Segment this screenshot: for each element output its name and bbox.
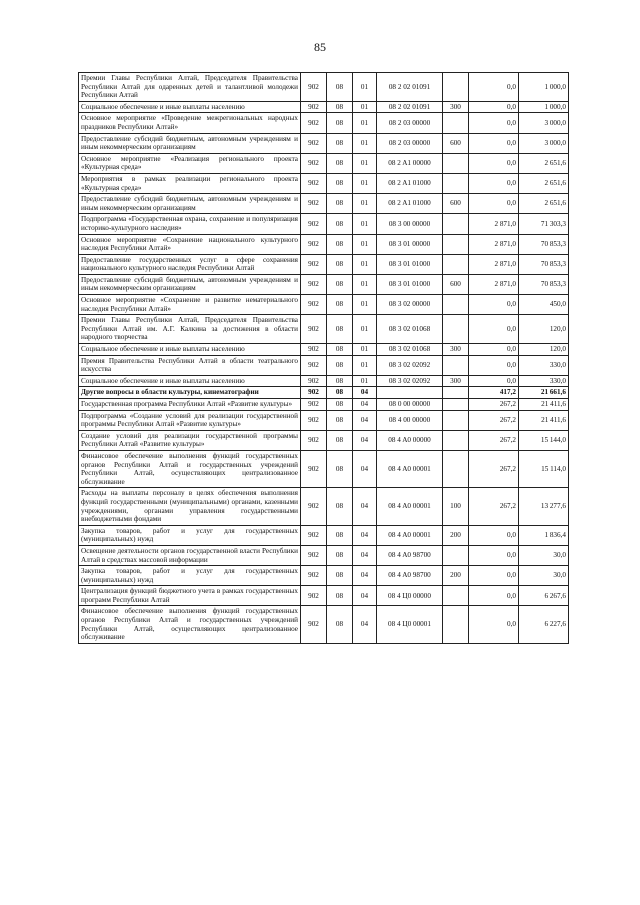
row-admin-code-cell: 902: [301, 410, 327, 430]
row-target-article-cell: 08 4 A0 00001: [377, 525, 443, 545]
table-row: [79, 488, 569, 525]
row-amount-2-cell: 15 144,0: [519, 430, 569, 450]
row-name-cell: Другие вопросы в области культуры, кинематографии: [79, 387, 301, 399]
row-expense-type-cell: [443, 387, 469, 399]
row-admin-code-cell: 902: [301, 450, 327, 487]
row-target-article-cell: 08 3 02 01068: [377, 344, 443, 356]
row-section-cell: 08: [327, 214, 353, 234]
row-amount-1-cell: 0,0: [469, 355, 519, 375]
row-amount-1-cell: 0,0: [469, 295, 519, 315]
table-row: [79, 254, 569, 274]
row-amount-2-cell: 21 411,6: [519, 399, 569, 411]
row-name-cell: Предоставление государственных услуг в сфере сохранения национального культурного наследия Республики Алтай: [79, 254, 301, 274]
row-admin-code-cell: 902: [301, 133, 327, 153]
row-amount-2-cell: 30,0: [519, 545, 569, 565]
table-row: [79, 450, 569, 487]
row-amount-2-cell: 30,0: [519, 566, 569, 586]
row-amount-2-cell: 15 114,0: [519, 450, 569, 487]
row-section-cell: 08: [327, 113, 353, 133]
row-subsection-cell: 04: [353, 525, 377, 545]
row-name-cell: Основное мероприятие «Сохранение и развитие нематериального наследия Республики Алтай»: [79, 295, 301, 315]
row-amount-1-cell: 2 871,0: [469, 274, 519, 294]
row-expense-type-cell: [443, 450, 469, 487]
row-expense-type-cell: [443, 606, 469, 643]
row-admin-code-cell: 902: [301, 545, 327, 565]
row-expense-type-cell: [443, 153, 469, 173]
row-amount-1-cell: 0,0: [469, 101, 519, 113]
row-admin-code-cell: 902: [301, 430, 327, 450]
table-row: [79, 399, 569, 411]
row-name-cell: Мероприятия в рамках реализации регионального проекта «Культурная среда»: [79, 173, 301, 193]
table-row: [79, 194, 569, 214]
row-subsection-cell: 01: [353, 274, 377, 294]
row-section-cell: 08: [327, 387, 353, 399]
row-expense-type-cell: 200: [443, 566, 469, 586]
row-section-cell: 08: [327, 355, 353, 375]
row-admin-code-cell: 902: [301, 525, 327, 545]
row-amount-2-cell: 6 267,6: [519, 586, 569, 606]
row-amount-1-cell: 267,2: [469, 450, 519, 487]
row-amount-1-cell: 0,0: [469, 586, 519, 606]
row-amount-2-cell: 450,0: [519, 295, 569, 315]
table-row: [79, 173, 569, 193]
row-target-article-cell: 08 2 A1 01000: [377, 173, 443, 193]
row-name-cell: Основное мероприятие «Реализация регионального проекта «Культурная среда»: [79, 153, 301, 173]
row-amount-2-cell: 3 000,0: [519, 133, 569, 153]
table-row: [79, 606, 569, 643]
table-row: [79, 153, 569, 173]
row-expense-type-cell: 300: [443, 375, 469, 387]
row-admin-code-cell: 902: [301, 295, 327, 315]
row-amount-1-cell: 0,0: [469, 315, 519, 344]
row-subsection-cell: 04: [353, 450, 377, 487]
row-expense-type-cell: [443, 73, 469, 102]
row-admin-code-cell: 902: [301, 274, 327, 294]
row-expense-type-cell: [443, 173, 469, 193]
row-name-cell: Предоставление субсидий бюджетным, автономным учреждениям и иным некоммерческим организациям: [79, 194, 301, 214]
row-name-cell: Централизация функций бюджетного учета в рамках государственных программ Республики Алтай: [79, 586, 301, 606]
row-admin-code-cell: 902: [301, 194, 327, 214]
row-section-cell: 08: [327, 545, 353, 565]
row-section-cell: 08: [327, 430, 353, 450]
row-amount-1-cell: 0,0: [469, 113, 519, 133]
row-section-cell: 08: [327, 153, 353, 173]
row-amount-2-cell: 13 277,6: [519, 488, 569, 525]
row-target-article-cell: 08 3 02 02092: [377, 375, 443, 387]
row-target-article-cell: 08 4 A0 98700: [377, 545, 443, 565]
row-subsection-cell: 04: [353, 387, 377, 399]
row-expense-type-cell: [443, 355, 469, 375]
row-amount-1-cell: 0,0: [469, 525, 519, 545]
row-expense-type-cell: 200: [443, 525, 469, 545]
row-target-article-cell: 08 3 02 01068: [377, 315, 443, 344]
row-amount-2-cell: 70 853,3: [519, 254, 569, 274]
table-row: [79, 133, 569, 153]
row-amount-2-cell: 71 303,3: [519, 214, 569, 234]
row-section-cell: 08: [327, 194, 353, 214]
row-name-cell: Освещение деятельности органов государственной власти Республики Алтай в средствах массовой информации: [79, 545, 301, 565]
row-amount-1-cell: 0,0: [469, 606, 519, 643]
row-target-article-cell: 08 2 A1 01000: [377, 194, 443, 214]
row-admin-code-cell: 902: [301, 586, 327, 606]
row-subsection-cell: 04: [353, 430, 377, 450]
row-amount-1-cell: 0,0: [469, 194, 519, 214]
row-section-cell: 08: [327, 525, 353, 545]
row-subsection-cell: 04: [353, 399, 377, 411]
row-admin-code-cell: 902: [301, 214, 327, 234]
row-admin-code-cell: 902: [301, 234, 327, 254]
row-subsection-cell: 01: [353, 73, 377, 102]
table-row: [79, 430, 569, 450]
row-target-article-cell: 08 2 03 00000: [377, 113, 443, 133]
row-target-article-cell: 08 3 02 02092: [377, 355, 443, 375]
row-section-cell: 08: [327, 450, 353, 487]
row-name-cell: Создание условий для реализации государственной программы Республики Алтай «Развитие культуры»: [79, 430, 301, 450]
row-amount-1-cell: 0,0: [469, 344, 519, 356]
table-row: [79, 113, 569, 133]
row-admin-code-cell: 902: [301, 606, 327, 643]
row-target-article-cell: 08 2 03 00000: [377, 133, 443, 153]
row-name-cell: Закупка товаров, работ и услуг для государственных (муниципальных) нужд: [79, 525, 301, 545]
row-section-cell: 08: [327, 315, 353, 344]
row-amount-2-cell: 2 651,6: [519, 153, 569, 173]
row-section-cell: 08: [327, 133, 353, 153]
row-amount-2-cell: 21 661,6: [519, 387, 569, 399]
row-target-article-cell: 08 4 A0 00001: [377, 450, 443, 487]
table-row: [79, 586, 569, 606]
row-name-cell: Социальное обеспечение и иные выплаты населению: [79, 101, 301, 113]
row-expense-type-cell: 600: [443, 194, 469, 214]
row-section-cell: 08: [327, 274, 353, 294]
row-admin-code-cell: 902: [301, 375, 327, 387]
row-name-cell: Государственная программа Республики Алтай «Развитие культуры»: [79, 399, 301, 411]
row-target-article-cell: 08 4 Ц0 00000: [377, 586, 443, 606]
row-admin-code-cell: 902: [301, 399, 327, 411]
row-amount-2-cell: 1 836,4: [519, 525, 569, 545]
row-admin-code-cell: 902: [301, 73, 327, 102]
row-name-cell: Основное мероприятие «Проведение межрегиональных народных праздников Республики Алтай»: [79, 113, 301, 133]
row-amount-1-cell: 2 871,0: [469, 214, 519, 234]
row-amount-2-cell: 2 651,6: [519, 173, 569, 193]
row-subsection-cell: 04: [353, 606, 377, 643]
row-admin-code-cell: 902: [301, 344, 327, 356]
table-row: [79, 344, 569, 356]
row-expense-type-cell: [443, 234, 469, 254]
row-admin-code-cell: 902: [301, 315, 327, 344]
row-expense-type-cell: [443, 113, 469, 133]
row-target-article-cell: 08 4 00 00000: [377, 410, 443, 430]
row-admin-code-cell: 902: [301, 113, 327, 133]
row-subsection-cell: 01: [353, 375, 377, 387]
row-amount-1-cell: 2 871,0: [469, 254, 519, 274]
row-target-article-cell: 08 3 01 01000: [377, 274, 443, 294]
row-amount-2-cell: 120,0: [519, 344, 569, 356]
row-amount-2-cell: 3 000,0: [519, 113, 569, 133]
row-amount-1-cell: 0,0: [469, 173, 519, 193]
row-subsection-cell: 01: [353, 153, 377, 173]
row-amount-2-cell: 1 000,0: [519, 101, 569, 113]
row-amount-1-cell: 0,0: [469, 73, 519, 102]
table-row: [79, 387, 569, 399]
row-target-article-cell: 08 4 A0 98700: [377, 566, 443, 586]
row-target-article-cell: 08 4 A0 00000: [377, 430, 443, 450]
row-name-cell: Премии Главы Республики Алтай, Председателя Правительства Республики Алтай для одаренных детей и талантливой молодежи Республики Алтай: [79, 73, 301, 102]
row-expense-type-cell: [443, 545, 469, 565]
table-row: [79, 295, 569, 315]
row-section-cell: 08: [327, 586, 353, 606]
row-amount-2-cell: 1 000,0: [519, 73, 569, 102]
table-row: [79, 101, 569, 113]
row-section-cell: 08: [327, 410, 353, 430]
table-row: [79, 566, 569, 586]
row-admin-code-cell: 902: [301, 387, 327, 399]
row-expense-type-cell: 300: [443, 101, 469, 113]
row-subsection-cell: 01: [353, 214, 377, 234]
row-amount-1-cell: 0,0: [469, 133, 519, 153]
row-section-cell: 08: [327, 295, 353, 315]
row-subsection-cell: 01: [353, 234, 377, 254]
row-target-article-cell: 08 2 02 01091: [377, 73, 443, 102]
row-expense-type-cell: 600: [443, 274, 469, 294]
table-row: [79, 234, 569, 254]
row-name-cell: Премия Правительства Республики Алтай в области театрального искусства: [79, 355, 301, 375]
row-subsection-cell: 01: [353, 133, 377, 153]
row-subsection-cell: 04: [353, 545, 377, 565]
table-row: [79, 274, 569, 294]
row-admin-code-cell: 902: [301, 173, 327, 193]
row-section-cell: 08: [327, 606, 353, 643]
row-expense-type-cell: [443, 254, 469, 274]
row-section-cell: 08: [327, 101, 353, 113]
row-subsection-cell: 04: [353, 410, 377, 430]
table-row: [79, 214, 569, 234]
row-section-cell: 08: [327, 488, 353, 525]
row-subsection-cell: 04: [353, 566, 377, 586]
row-amount-1-cell: 267,2: [469, 410, 519, 430]
row-target-article-cell: [377, 387, 443, 399]
row-subsection-cell: 01: [353, 295, 377, 315]
row-expense-type-cell: [443, 430, 469, 450]
row-name-cell: Подпрограмма «Государственная охрана, сохранение и популяризация историко-культурного наследия»: [79, 214, 301, 234]
row-name-cell: Премии Главы Республики Алтай, Председателя Правительства Республики Алтай им. А.Г. Калкина за достижения в области народного творчества: [79, 315, 301, 344]
row-section-cell: 08: [327, 73, 353, 102]
row-expense-type-cell: [443, 399, 469, 411]
row-amount-1-cell: 417,2: [469, 387, 519, 399]
row-target-article-cell: 08 0 00 00000: [377, 399, 443, 411]
row-subsection-cell: 01: [353, 315, 377, 344]
row-name-cell: Основное мероприятие «Сохранение национального культурного наследия Республики Алтай»: [79, 234, 301, 254]
row-name-cell: Подпрограмма «Создание условий для реализации государственной программы Республики Алтай «Развитие культуры»: [79, 410, 301, 430]
row-expense-type-cell: 100: [443, 488, 469, 525]
row-expense-type-cell: [443, 295, 469, 315]
row-amount-1-cell: 0,0: [469, 545, 519, 565]
row-target-article-cell: 08 3 00 00000: [377, 214, 443, 234]
row-subsection-cell: 04: [353, 488, 377, 525]
row-admin-code-cell: 902: [301, 355, 327, 375]
row-target-article-cell: 08 3 02 00000: [377, 295, 443, 315]
row-admin-code-cell: 902: [301, 254, 327, 274]
row-target-article-cell: 08 3 01 01000: [377, 254, 443, 274]
row-target-article-cell: 08 3 01 00000: [377, 234, 443, 254]
page-number: 85: [314, 40, 326, 54]
row-expense-type-cell: 300: [443, 344, 469, 356]
row-subsection-cell: 01: [353, 355, 377, 375]
row-admin-code-cell: 902: [301, 488, 327, 525]
row-name-cell: Социальное обеспечение и иные выплаты населению: [79, 344, 301, 356]
table-row: [79, 545, 569, 565]
row-section-cell: 08: [327, 234, 353, 254]
row-admin-code-cell: 902: [301, 566, 327, 586]
row-subsection-cell: 01: [353, 173, 377, 193]
row-expense-type-cell: 600: [443, 133, 469, 153]
row-amount-2-cell: 70 853,3: [519, 274, 569, 294]
table-row: [79, 73, 569, 102]
row-expense-type-cell: [443, 214, 469, 234]
row-subsection-cell: 01: [353, 101, 377, 113]
row-expense-type-cell: [443, 315, 469, 344]
row-name-cell: Предоставление субсидий бюджетным, автономным учреждениям и иным некоммерческим организациям: [79, 274, 301, 294]
row-amount-1-cell: 0,0: [469, 566, 519, 586]
row-subsection-cell: 01: [353, 113, 377, 133]
row-subsection-cell: 01: [353, 254, 377, 274]
row-amount-1-cell: 267,2: [469, 488, 519, 525]
row-amount-2-cell: 330,0: [519, 375, 569, 387]
row-amount-1-cell: 0,0: [469, 153, 519, 173]
row-target-article-cell: 08 2 A1 00000: [377, 153, 443, 173]
row-target-article-cell: 08 2 02 01091: [377, 101, 443, 113]
row-amount-2-cell: 21 411,6: [519, 410, 569, 430]
row-name-cell: Закупка товаров, работ и услуг для государственных (муниципальных) нужд: [79, 566, 301, 586]
row-section-cell: 08: [327, 399, 353, 411]
row-expense-type-cell: [443, 410, 469, 430]
row-name-cell: Социальное обеспечение и иные выплаты населению: [79, 375, 301, 387]
row-name-cell: Финансовое обеспечение выполнения функций государственных органов Республики Алтай и государственных учреждений Республики Алтай, осуществляющих централизованное обслуживание: [79, 606, 301, 643]
row-section-cell: 08: [327, 254, 353, 274]
budget-table: [78, 72, 569, 644]
row-amount-2-cell: 330,0: [519, 355, 569, 375]
row-admin-code-cell: 902: [301, 153, 327, 173]
row-amount-2-cell: 70 853,3: [519, 234, 569, 254]
row-admin-code-cell: 902: [301, 101, 327, 113]
table-row: [79, 315, 569, 344]
row-expense-type-cell: [443, 586, 469, 606]
row-section-cell: 08: [327, 344, 353, 356]
row-section-cell: 08: [327, 375, 353, 387]
table-row: [79, 375, 569, 387]
row-target-article-cell: 08 4 Ц0 00001: [377, 606, 443, 643]
row-target-article-cell: 08 4 A0 00001: [377, 488, 443, 525]
table-body: [79, 73, 569, 644]
row-amount-2-cell: 120,0: [519, 315, 569, 344]
row-subsection-cell: 04: [353, 586, 377, 606]
row-amount-2-cell: 6 227,6: [519, 606, 569, 643]
row-name-cell: Расходы на выплаты персоналу в целях обеспечения выполнения функций государственными (муниципальными) органами, казенными учреждениями, органами управления государственными внебюджетными фондами: [79, 488, 301, 525]
table-row: [79, 525, 569, 545]
row-amount-1-cell: 0,0: [469, 375, 519, 387]
row-amount-1-cell: 267,2: [469, 430, 519, 450]
row-section-cell: 08: [327, 566, 353, 586]
row-amount-2-cell: 2 651,6: [519, 194, 569, 214]
row-section-cell: 08: [327, 173, 353, 193]
row-subsection-cell: 01: [353, 194, 377, 214]
row-name-cell: Финансовое обеспечение выполнения функций государственных органов Республики Алтай и государственных учреждений Республики Алтай, осуществляющих централизованное обслуживание: [79, 450, 301, 487]
row-name-cell: Предоставление субсидий бюджетным, автономным учреждениям и иным некоммерческим организациям: [79, 133, 301, 153]
table-row: [79, 355, 569, 375]
row-subsection-cell: 01: [353, 344, 377, 356]
row-amount-1-cell: 2 871,0: [469, 234, 519, 254]
row-amount-1-cell: 267,2: [469, 399, 519, 411]
table-row: [79, 410, 569, 430]
